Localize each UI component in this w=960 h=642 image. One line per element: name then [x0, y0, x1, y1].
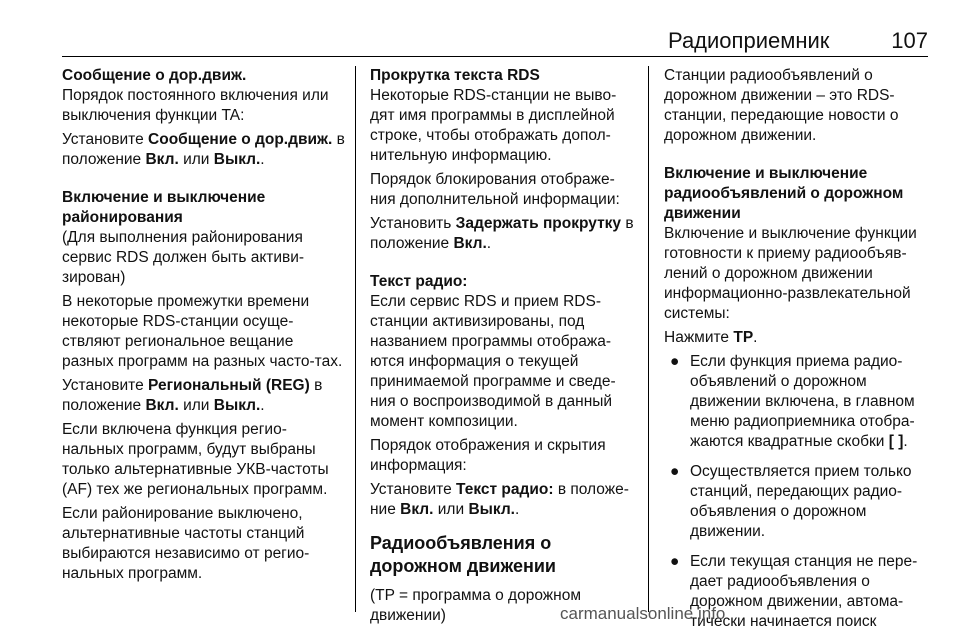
paragraph: (TP = программа о дорожном движении)	[370, 587, 581, 624]
paragraph: Установить Задержать прокрутку в положение Вкл..	[370, 215, 634, 252]
heading-traffic-message: Сообщение о дор.движ.	[62, 67, 247, 84]
paragraph: В некоторые промежутки времени некоторые RDS-станции осуще-ствляют региональное вещание разных программ на разных часто-тах.	[62, 293, 343, 370]
paragraph: Если сервис RDS и прием RDS-станции активизированы, под названием программы отобража-ются информация о текущей принимаемой программе и сведе-ния о воспроизводимой в данный момент композиции.	[370, 293, 616, 430]
heading-toggle-traffic: Включение и выключение радиообъявлений о дорожном движении	[664, 165, 904, 222]
paragraph: Установите Сообщение о дор.движ. в положение Вкл. или Выкл..	[62, 131, 345, 168]
list-item: ● Если текущая станция не пере-дает радиообъявления о дорожном движении, автома-тически начинается поиск	[670, 553, 918, 630]
column-divider	[648, 66, 649, 612]
bullet-icon: ●	[670, 353, 680, 370]
paragraph: Порядок постоянного включения или выключения функции TA:	[62, 87, 329, 124]
paragraph: Нажмите TP.	[664, 329, 758, 346]
column-divider	[355, 66, 356, 612]
bullet-icon: ●	[670, 553, 680, 570]
page-number: 107	[891, 28, 928, 53]
paragraph: Установите Региональный (REG) в положение Вкл. или Выкл..	[62, 377, 323, 414]
heading-rds-scroll: Прокрутка текста RDS	[370, 67, 540, 84]
paragraph: Включение и выключение функции готовности к приему радиообъяв-лений о дорожном движении информационно-развлекательной системы:	[664, 225, 917, 322]
paragraph: Станции радиообъявлений о дорожном движении – это RDS-станции, передающие новости о дорожном движении.	[664, 67, 899, 144]
column-3	[664, 66, 930, 642]
column-1	[62, 66, 348, 588]
bullet-icon: ●	[670, 463, 680, 480]
paragraph: Если включена функция регио-нальных программ, будут выбраны только альтернативные УКВ-частоты (AF) тех же региональных программ.	[62, 421, 329, 498]
heading-traffic-announcements: Радиообъявления о дорожном движении	[370, 533, 556, 576]
heading-radio-text: Текст радио:	[370, 273, 468, 290]
header-rule	[62, 56, 928, 57]
list-item: ● Если функция приема радио-объявлений о дорожном движении включена, в главном меню радиоприемника отобра-жаются квадратные скобки [ ].	[670, 353, 915, 450]
section-title: Радиоприемник	[668, 28, 830, 53]
paragraph: Установите Текст радио: в положе-ние Вкл. или Выкл..	[370, 481, 629, 518]
heading-regional: Включение и выключение районирования	[62, 189, 266, 226]
paragraph: Если районирование выключено, альтернативные частоты станций выбираются независимо от регио-нальных программ.	[62, 505, 310, 582]
paragraph: Порядок отображения и скрытия информация:	[370, 437, 606, 474]
paragraph: Порядок блокирования отображе-ния дополнительной информации:	[370, 171, 620, 208]
column-2	[370, 66, 638, 630]
paragraph: Некоторые RDS-станции не выво-дят имя программы в дисплейной строке, чтобы отображать допол-нительную информацию.	[370, 87, 617, 164]
watermark: carmanualsonline.info	[560, 604, 726, 623]
list-item: ● Осуществляется прием только станций, передающих радио-объявления о дорожном движении.	[670, 463, 912, 540]
paragraph: (Для выполнения районирования сервис RDS должен быть активи-зирован)	[62, 229, 305, 286]
